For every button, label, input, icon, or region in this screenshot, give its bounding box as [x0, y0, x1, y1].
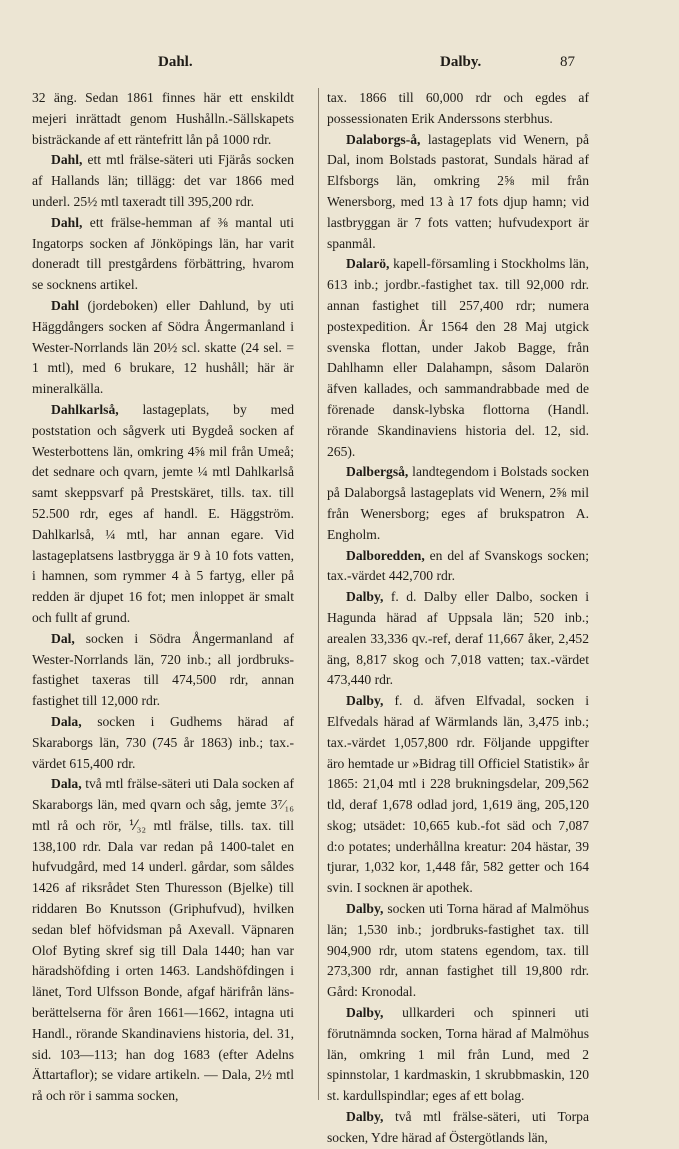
entry-headword: Dahl	[51, 297, 79, 313]
header-left-guide-word: Dahl.	[158, 54, 193, 70]
dictionary-entry	[32, 629, 294, 712]
entry-text: socken i Gudhems härad af Skaraborgs län, 730 (745 år 1863) inb.; tax.-värdet 615,400 rdr.	[32, 713, 294, 771]
entry-text: landtegendom i Bolstads socken på Dalaborgså lastageplats vid Wenern, 2⅝ mil från Wenersborg; eges af brukspatron A. Engholm.	[327, 464, 589, 542]
entry-headword: Dahl,	[51, 152, 83, 168]
left-column	[32, 88, 294, 1104]
entry-headword: Dalboredden,	[346, 547, 425, 563]
dictionary-entry	[32, 296, 294, 400]
entry-headword: Dala,	[51, 776, 82, 792]
entry-text: ett frälse-hemman af ⅜ mantal uti Ingatorps socken af Jönköpings län, har varit doneradt till prestgårdens förbättring, hvarom se socknens artikel.	[32, 214, 294, 293]
entry-text: 32 äng. Sedan 1861 finnes här ett enskildt mejeri inrättadt genom Hushålln.-Sällskapets bisträckande af ett räntefritt lån på 1000 rdr.	[32, 90, 294, 147]
entry-headword: Dalby,	[346, 693, 384, 709]
entry-headword: Dalby,	[346, 589, 384, 605]
entry-headword: Dalby,	[346, 1005, 384, 1021]
entry-text: (jordeboken) eller Dahlund, by uti Häggdångers socken af Södra Ångermanland i Wester-Norrlands län 20½ scl. skatte (24 sel. = 1 mtl), med 6 brukare, 12 hushåll; här är mineralkälla.	[32, 297, 294, 397]
entry-headword: Dalaborgs-å,	[346, 131, 421, 147]
entry-headword: Dal,	[51, 630, 75, 646]
entry-text: en del af Svanskogs socken; tax.-värdet 442,700 rdr.	[327, 547, 589, 584]
right-column	[327, 88, 589, 1145]
dictionary-entry	[327, 587, 589, 691]
entry-text: två mtl frälse-säteri uti Dala socken af Skaraborgs län, med qvarn och såg, jemte 3⁷⁄₁₆ mtl rå och rör, ⅟₃₂ mtl frälse, tills. tax. till 138,100 rdr. Dala var redan på 1400-talet en hufvudgård, med 14 underl. gårdar, som såldes 1426 af riksrådet Sten Thuresson (Bjelke) till riddaren Bo Knutsson (Griphufvud), hvilken sedan blef höfvidsman på Axevall. Väpnaren Olof Byting skref sig till Dala 1440; han var häradshöfding i orten 1463. Landshöfdingen i länet, Tord Ulfsson Bonde, afgaf härifrån läns-berättelserna för åren 1661—1662, intagna uti Handl., rörande Skandinaviens historia, del. 31, sid. 103—113; han dog 1683 (efter Adelns Ättartaflor); se vidare artikeln. — Dala, 2½ mtl rå och rör i samma socken,	[32, 776, 294, 1104]
entry-headword: Dahlkarlså,	[51, 401, 119, 417]
dictionary-entry	[327, 546, 589, 588]
entry-text: f. d. Dalby eller Dalbo, socken i Hagunda härad af Uppsala län; 520 inb.; arealen 33,336 qv.-ref, deraf 11,667 åker, 2,452 äng, 8,817 skog och 7,018 vatten; tax.-värdet 473,440 rdr.	[327, 589, 589, 688]
entry-text: socken i Södra Ångermanland af Wester-Norrlands län, 720 inb.; all jordbruks-fastighet taxeras till 474,500 rdr, annan fastighet till 12,000 rdr.	[32, 630, 294, 709]
dictionary-entry	[327, 462, 589, 545]
entry-headword: Dalbergså,	[346, 464, 409, 480]
dictionary-entry	[327, 1003, 589, 1107]
entry-headword: Dalarö,	[346, 256, 390, 272]
dictionary-entry	[327, 1107, 589, 1149]
page-number: 87	[560, 54, 575, 70]
dictionary-entry	[32, 150, 294, 212]
entry-text: kapell-församling i Stockholms län, 613 inb.; jordbr.-fastighet tax. till 92,000 rdr. annan fastighet till 257,400 rdr; numera postexpedition. År 1564 den 28 Maj utgick svenska flottan, under Jakob Bagge, från Dahlhamn eller Dalahampn, såsom Dalarön äfven kallades, och sammandrabbade med de förenade dansk-lybska flottorna (Handl. rörande Skandinaviens historia del. 12, sid. 265).	[327, 256, 589, 459]
dictionary-entry	[32, 400, 294, 629]
dictionary-entry	[32, 213, 294, 296]
entry-headword: Dalby,	[346, 901, 384, 917]
dictionary-entry	[32, 88, 294, 150]
entry-text: f. d. äfven Elfvadal, socken i Elfvedals härad af Wärmlands län, 3,475 inb.; tax.-värdet 1,057,800 rdr. Följande uppgifter äro hemtade ur »Bidrag till Officiel Statistik» år 1865: 21,04 mtl i 228 brukningsdelar, 209,562 tld, deraf 1,678 odlad jord, 1,619 äng, 205,120 skog; utsädet: 10,665 kub.-fot säd och 7,087 d:o potates; underhållna kreatur: 204 hästar, 39 tjurar, 1,032 kor, 1,448 får, 582 getter och 164 svin. I socknen är apothek.	[327, 693, 589, 896]
entry-text: två mtl frälse-säteri, uti Torpa socken, Ydre härad af Östergötlands län,	[327, 1109, 589, 1145]
entry-text: lastageplats vid Wenern, på Dal, inom Bolstads pastorat, Sundals härad af Elfsborgs län, omkring 2⅝ mil från Wenersborg, med 13 à 17 fots djup hamn; vid lastbryggan är 7 fots vatten; hufvudexport är spanmål.	[327, 131, 589, 251]
entry-text: ullkarderi och spinneri uti förutnämnda socken, Torna härad af Malmöhus län, omkring 1 mil från Lund, med 2 spinnstolar, 1 kardmaskin, 1 skrubbmaskin, 120 st. kardullspindlar; eges af ett bolag.	[327, 1005, 589, 1104]
entry-headword: Dalby,	[346, 1109, 384, 1125]
entry-text: ett mtl frälse-säteri uti Fjärås socken af Hallands län; tillägg: det var 1866 med underl. 25½ mtl taxeradt till 395,200 rdr.	[32, 152, 294, 209]
entry-headword: Dala,	[51, 713, 82, 729]
dictionary-entry	[32, 712, 294, 774]
entry-text: lastageplats, by med poststation och sågverk uti Bygdeå socken af Westerbottens län, omkring 4⅝ mil från Umeå; det sednare och qvarn, jemte ¼ mtl Dahlkarlså samt skeppsvarf på Prestskäret, tills. tax. till 52.500 rdr, eges af handl. E. Häggström. Dahlkarlså, ¼ mtl, har annan egare. Vid lastageplatsens lastbrygga är 9 à 10 fots vatten, i hamnen, som rymmer 4 à 5 fartyg, eller på redden är djupet 16 fot; men inloppet är smalt och fullt af grund.	[32, 401, 294, 625]
dictionary-entry	[327, 88, 589, 130]
entry-text: socken uti Torna härad af Malmöhus län; 1,530 inb.; jordbruks-fastighet tax. till 904,900 rdr, utom statens egendom, tax. till 273,300 rdr, annan fastighet till 19,800 rdr. Gård: Kronodal.	[327, 901, 589, 1000]
header-right-guide-word: Dalby.	[440, 54, 482, 70]
dictionary-entry	[32, 774, 294, 1107]
dictionary-entry	[327, 899, 589, 1003]
dictionary-entry	[327, 254, 589, 462]
entry-headword: Dahl,	[51, 214, 83, 230]
running-header	[0, 54, 679, 76]
column-divider	[318, 88, 319, 1100]
dictionary-entry	[327, 691, 589, 899]
entry-text: tax. 1866 till 60,000 rdr och egdes af possessionaten Erik Anderssons sterbhus.	[327, 90, 589, 126]
dictionary-entry	[327, 130, 589, 255]
